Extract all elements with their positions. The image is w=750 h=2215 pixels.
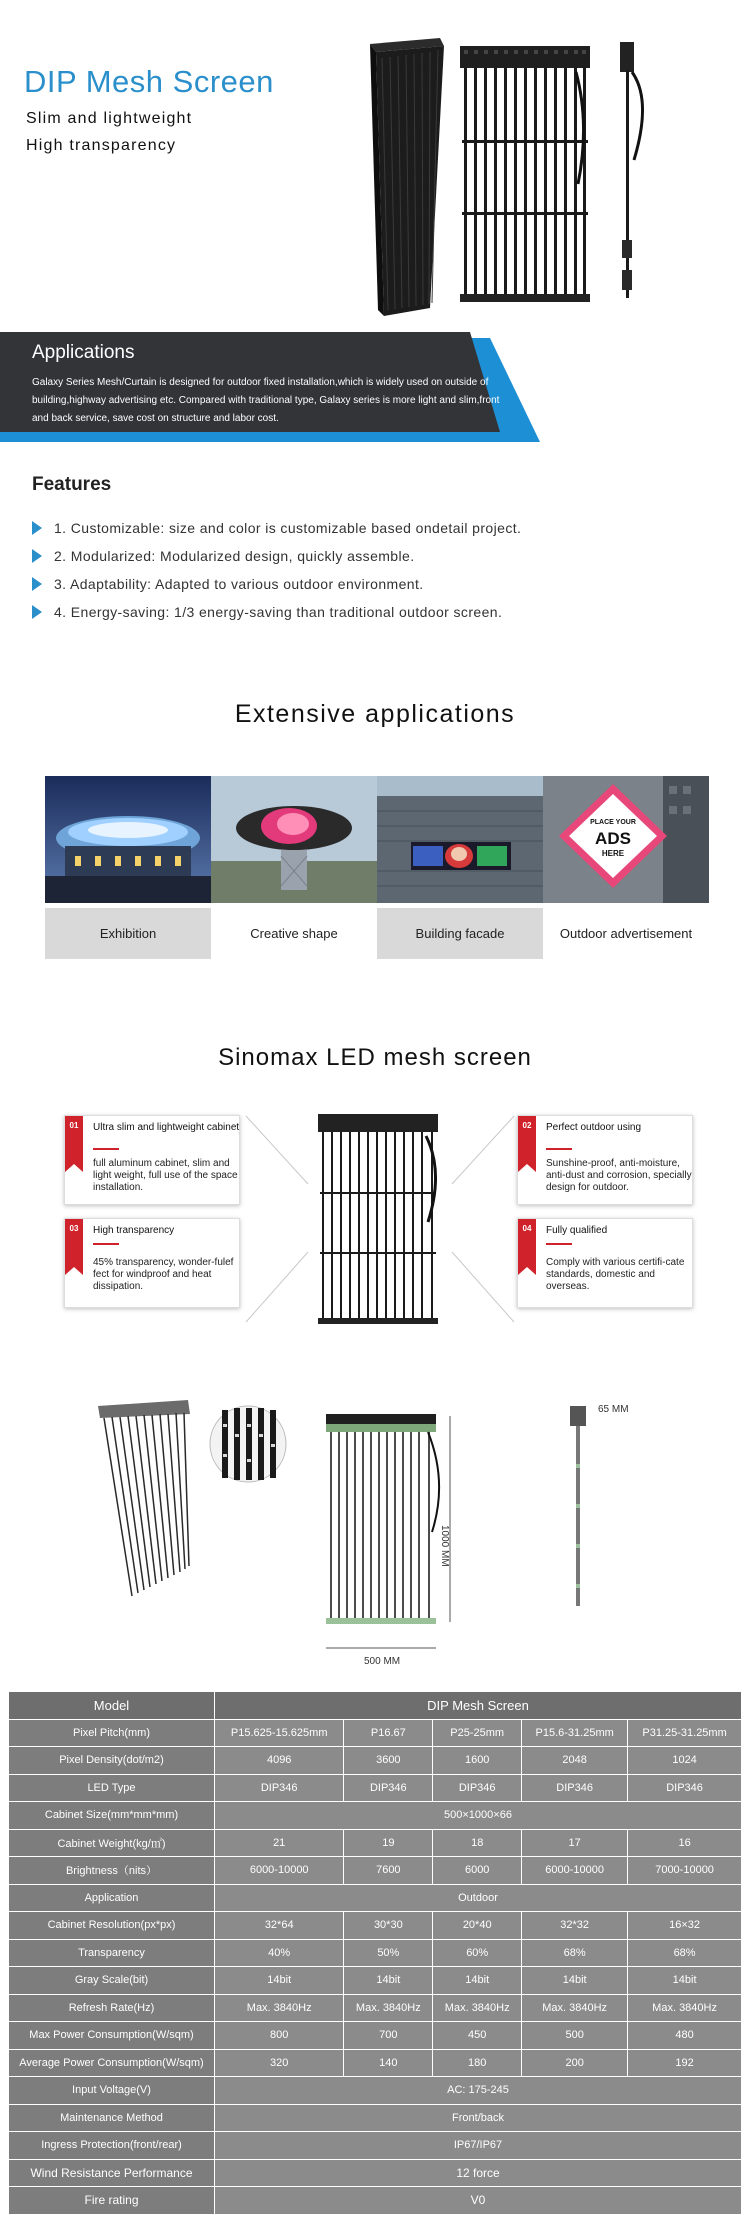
extensive-applications-title: Extensive applications — [234, 700, 516, 728]
feature-text: 1/3 energy-saving than traditional outdoor screen. — [169, 604, 503, 620]
table-cell: 14bit — [433, 1967, 522, 1995]
table-row — [9, 2077, 742, 2105]
mesh-panel-side-image — [614, 40, 654, 302]
table-row — [9, 1829, 742, 1857]
mesh-panel-front-image — [458, 44, 593, 306]
table-row — [9, 1967, 742, 1995]
feature-card-02 — [517, 1115, 693, 1205]
applications-title: Applications — [32, 342, 135, 363]
table-cell: 68% — [522, 1939, 628, 1967]
feature-text: Modularized design, quickly assemble. — [155, 548, 415, 564]
gallery-item-creative-shape — [211, 776, 377, 954]
table-cell: DIP346 — [522, 1774, 628, 1802]
table-cell: 17 — [522, 1829, 628, 1857]
table-row — [9, 1912, 742, 1940]
table-cell: Max. 3840Hz — [433, 1994, 522, 2022]
table-cell: 3600 — [344, 1747, 433, 1775]
table-row-label: Transparency — [9, 1939, 215, 1967]
feature-label: 4. Energy-saving: — [54, 604, 170, 620]
card-number-badge — [518, 1116, 536, 1164]
feature-text: Adapted to various outdoor environment. — [151, 576, 424, 592]
table-cell: 19 — [344, 1829, 433, 1857]
gallery-label: Creative shape — [211, 908, 377, 959]
table-cell: 12 force — [215, 2159, 742, 2187]
building-facade-photo — [377, 776, 543, 903]
table-row-label: Cabinet Size(mm*mm*mm) — [9, 1802, 215, 1830]
table-header-model: Model — [9, 1692, 215, 1720]
table-cell: 192 — [628, 2049, 742, 2077]
table-row-label: Pixel Pitch(mm) — [9, 1719, 215, 1747]
table-row-label: LED Type — [9, 1774, 215, 1802]
width-dimension-label: 500 MM — [364, 1656, 401, 1667]
table-row-label: Brightness（nits） — [9, 1857, 215, 1885]
table-cell: 40% — [215, 1939, 344, 1967]
triangle-bullet-icon — [32, 605, 42, 619]
feature-label: 3. Adaptability: — [54, 576, 152, 592]
sinomax-title: Sinomax LED mesh screen — [218, 1044, 532, 1071]
table-row — [9, 2187, 742, 2215]
card-number: 03 — [69, 1224, 79, 1233]
applications-description: Galaxy Series Mesh/Curtain is designed for outdoor fixed installation,which is widely used on outside of building,highway advertising etc. Compared with traditional type, Galaxy series is more light and slim,front and back service, save cost on structure and labor cost. — [32, 377, 500, 424]
table-cell: 6000-10000 — [215, 1857, 344, 1885]
table-row — [9, 1939, 742, 1967]
table-row-label: Ingress Protection(front/rear) — [9, 2132, 215, 2160]
card-body: Comply with various certifi-cate standards, domestic and overseas. — [546, 1257, 685, 1292]
specification-table — [8, 1691, 742, 2215]
triangle-bullet-icon — [32, 521, 42, 535]
table-cell: 480 — [628, 2022, 742, 2050]
triangle-bullet-icon — [32, 549, 42, 563]
table-cell: DIP346 — [215, 1774, 344, 1802]
feature-card-03 — [64, 1218, 240, 1308]
hero-subtitle-2: High transparency — [26, 137, 177, 154]
height-dimension-label: 1000 MM — [439, 1525, 450, 1567]
mesh-panel-center-image — [316, 1112, 442, 1326]
features-list — [32, 514, 521, 626]
table-cell: AC: 175-245 — [215, 2077, 742, 2105]
card-heading: Ultra slim and lightweight cabinet — [93, 1122, 240, 1133]
table-cell: 1600 — [433, 1747, 522, 1775]
features-title: Features — [32, 474, 112, 495]
feature-label: 1. Customizable: — [54, 520, 165, 536]
feature-text: size and color is customizable based ondetail project. — [164, 520, 522, 536]
table-cell: 60% — [433, 1939, 522, 1967]
table-row — [9, 1774, 742, 1802]
table-row-label: Application — [9, 1884, 215, 1912]
table-row-label: Cabinet Resolution(px*px) — [9, 1912, 215, 1940]
card-body: full aluminum cabinet, slim and light weight, full use of the space installation. — [93, 1158, 238, 1193]
card-number-badge — [65, 1219, 83, 1267]
table-row — [9, 1857, 742, 1885]
table-header-product: DIP Mesh Screen — [215, 1692, 742, 1720]
depth-dimension-label: 65 MM — [598, 1404, 629, 1415]
table-cell: 21 — [215, 1829, 344, 1857]
table-cell: 800 — [215, 2022, 344, 2050]
table-cell: 7000-10000 — [628, 1857, 742, 1885]
card-number: 01 — [69, 1121, 79, 1130]
table-cell: 14bit — [344, 1967, 433, 1995]
table-cell: DIP346 — [628, 1774, 742, 1802]
table-row-label: Cabinet Weight(kg/㎡) — [9, 1829, 215, 1857]
table-row-label: Pixel Density(dot/m2) — [9, 1747, 215, 1775]
table-cell: P15.6-31.25mm — [522, 1719, 628, 1747]
table-cell: P16.67 — [344, 1719, 433, 1747]
card-body: 45% transparency, wonder-fulef fect for windproof and heat dissipation. — [93, 1257, 234, 1292]
led-closeup-magnifier — [208, 1404, 288, 1484]
mesh-panel-angled-image — [360, 38, 460, 318]
card-heading: High transparency — [93, 1225, 175, 1236]
table-row-label: Max Power Consumption(W/sqm) — [9, 2022, 215, 2050]
exhibition-photo — [45, 776, 211, 903]
table-cell: 2048 — [522, 1747, 628, 1775]
table-row — [9, 1884, 742, 1912]
card-divider — [546, 1148, 572, 1150]
table-cell: P15.625-15.625mm — [215, 1719, 344, 1747]
feature-item — [32, 542, 521, 570]
table-cell: 18 — [433, 1829, 522, 1857]
table-cell: 16 — [628, 1829, 742, 1857]
card-divider — [93, 1148, 119, 1150]
table-cell: Max. 3840Hz — [522, 1994, 628, 2022]
table-cell: 6000-10000 — [522, 1857, 628, 1885]
card-heading: Perfect outdoor using — [546, 1122, 642, 1133]
table-row — [9, 1994, 742, 2022]
table-cell: DIP346 — [433, 1774, 522, 1802]
table-row — [9, 1719, 742, 1747]
table-cell: 500 — [522, 2022, 628, 2050]
table-cell: 32*64 — [215, 1912, 344, 1940]
table-cell: 7600 — [344, 1857, 433, 1885]
table-cell: 20*40 — [433, 1912, 522, 1940]
table-row-label: Wind Resistance Performance — [9, 2159, 215, 2187]
table-cell: 32*32 — [522, 1912, 628, 1940]
card-number-badge — [518, 1219, 536, 1267]
table-cell: 4096 — [215, 1747, 344, 1775]
table-row — [9, 1747, 742, 1775]
table-cell: 450 — [433, 2022, 522, 2050]
card-number-badge — [65, 1116, 83, 1164]
ad-sign-line-2: ADS — [595, 829, 631, 848]
table-cell: Max. 3840Hz — [215, 1994, 344, 2022]
feature-item — [32, 514, 521, 542]
table-cell: 6000 — [433, 1857, 522, 1885]
table-row-label: Gray Scale(bit) — [9, 1967, 215, 1995]
ad-sign-line-3: HERE — [601, 849, 625, 858]
table-row — [9, 2159, 742, 2187]
card-heading: Fully qualified — [546, 1225, 608, 1236]
table-cell: Max. 3840Hz — [628, 1994, 742, 2022]
feature-item — [32, 598, 521, 626]
gallery-label: Building facade — [377, 908, 543, 959]
creative-shape-photo — [211, 776, 377, 903]
table-cell: P31.25-31.25mm — [628, 1719, 742, 1747]
mesh-panel-perspective-image — [92, 1400, 222, 1600]
table-cell: 16×32 — [628, 1912, 742, 1940]
table-cell: Max. 3840Hz — [344, 1994, 433, 2022]
gallery-item-exhibition — [45, 776, 211, 954]
table-row-label: Average Power Consumption(W/sqm) — [9, 2049, 215, 2077]
table-row — [9, 1802, 742, 1830]
table-row-label: Fire rating — [9, 2187, 215, 2215]
table-cell: 180 — [433, 2049, 522, 2077]
table-cell: Outdoor — [215, 1884, 742, 1912]
table-cell: DIP346 — [344, 1774, 433, 1802]
table-cell: 14bit — [522, 1967, 628, 1995]
table-cell: 50% — [344, 1939, 433, 1967]
card-number: 04 — [522, 1224, 532, 1233]
gallery-label: Outdoor advertisement — [543, 908, 709, 959]
feature-label: 2. Modularized: — [54, 548, 156, 564]
table-row — [9, 2022, 742, 2050]
table-cell: 200 — [522, 2049, 628, 2077]
card-body: Sunshine-proof, anti-moisture, anti-dust and corrosion, specially design for outdoor. — [546, 1158, 692, 1193]
table-cell: 68% — [628, 1939, 742, 1967]
table-cell: IP67/IP67 — [215, 2132, 742, 2160]
table-cell: 14bit — [628, 1967, 742, 1995]
mesh-panel-dimension-side-image — [566, 1404, 596, 1614]
table-cell: V0 — [215, 2187, 742, 2215]
feature-card-04 — [517, 1218, 693, 1308]
table-row-label: Maintenance Method — [9, 2104, 215, 2132]
table-cell: 14bit — [215, 1967, 344, 1995]
table-cell: 500×1000×66 — [215, 1802, 742, 1830]
table-cell: 1024 — [628, 1747, 742, 1775]
feature-item — [32, 570, 521, 598]
table-header-row — [9, 1692, 742, 1720]
hero-subtitle-1: Slim and lightweight — [26, 110, 193, 127]
page-title: DIP Mesh Screen — [24, 64, 274, 99]
applications-gallery — [45, 776, 709, 954]
table-row — [9, 2132, 742, 2160]
table-row — [9, 2104, 742, 2132]
table-cell: 700 — [344, 2022, 433, 2050]
gallery-item-outdoor-advertisement — [543, 776, 709, 954]
table-row-label: Refresh Rate(Hz) — [9, 1994, 215, 2022]
ad-sign-line-1: PLACE YOUR — [590, 819, 636, 826]
table-cell: P25-25mm — [433, 1719, 522, 1747]
hero-section — [0, 0, 750, 330]
outdoor-advertisement-photo — [543, 776, 709, 903]
table-cell: 30*30 — [344, 1912, 433, 1940]
table-row-label: Input Voltage(V) — [9, 2077, 215, 2105]
card-divider — [546, 1243, 572, 1245]
table-row — [9, 2049, 742, 2077]
table-cell: Front/back — [215, 2104, 742, 2132]
card-number: 02 — [522, 1121, 532, 1130]
table-cell: 140 — [344, 2049, 433, 2077]
table-cell: 320 — [215, 2049, 344, 2077]
gallery-label: Exhibition — [45, 908, 211, 959]
triangle-bullet-icon — [32, 577, 42, 591]
card-divider — [93, 1243, 119, 1245]
gallery-item-building-facade — [377, 776, 543, 954]
feature-card-01 — [64, 1115, 240, 1205]
